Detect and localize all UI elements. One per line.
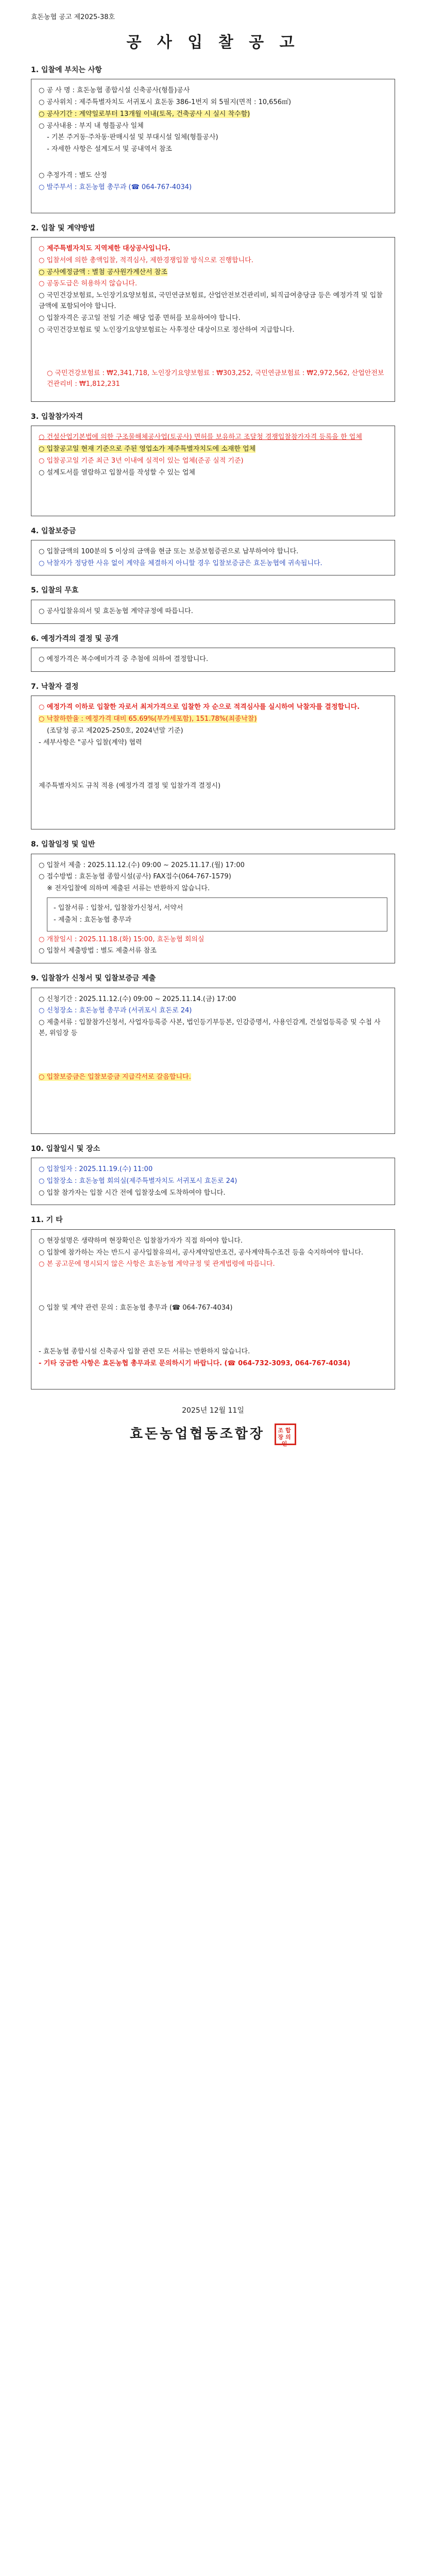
winner-determination: ○ 예정가격 이하로 입찰한 자로서 최저가격으로 입찰한 자 순으로 적격심사를 실시하여 낙찰자를 결정합니다.	[39, 703, 360, 711]
notice-number: 효돈농협 공고 제2025-38호	[31, 13, 115, 21]
opening-datetime: ○ 개찰일시 : 2025.11.18.(화) 15:00, 효돈농협 회의실	[39, 935, 205, 943]
documents-list: - 입찰서류 : 입찰서, 입찰참가신청서, 서약서	[54, 904, 183, 912]
organization-name: 효돈농업협동조합장	[129, 1426, 265, 1442]
submission-rule: ○ 입찰서 제출방법 : 별도 제출서류 참조	[39, 947, 157, 955]
application-period: ○ 신청기간 : 2025.11.12.(수) 09:00 ~ 2025.11.14.(금) 17:00	[39, 995, 236, 1003]
organization-signature	[31, 1423, 395, 1445]
closing-contact: - 기타 궁금한 사항은 효돈농협 총무과로 문의하시기 바랍니다. (☎ 064-732-3093, 064-767-4034)	[39, 1359, 351, 1367]
section-9-box	[31, 988, 395, 1134]
section-9	[31, 973, 395, 1133]
lower-limit-rate: ○ 낙찰하한율 : 예정가격 대비 65.69%(부가세포함), 151.78%(최종낙찰)	[39, 715, 257, 723]
section-heading: 3. 입찰참가자격	[31, 412, 83, 421]
section-3-box	[31, 426, 395, 516]
section-8-box	[31, 854, 395, 964]
experience-requirement: ○ 입찰공고일 기준 최근 3년 이내에 실적이 있는 업체(준공 실적 기준)	[39, 456, 244, 465]
estimated-price: ○ 추정가격 : 별도 산정	[39, 171, 107, 179]
ordering-department: ○ 발주부서 : 효돈농협 총무과 (☎ 064-767-4034)	[39, 183, 192, 191]
deposit-rule: ○ 입찰금액의 100분의 5 이상의 금액을 현금 또는 보증보험증권으로 납부하여야 합니다.	[39, 547, 299, 555]
project-scope-detail: - 자세한 사항은 설계도서 및 공내역서 참조	[47, 145, 172, 154]
bid-place: ○ 입찰장소 : 효돈농협 회의실(제주특별자치도 서귀포시 효돈로 24)	[39, 1177, 237, 1185]
section-10	[31, 1143, 395, 1206]
invalid-bid-rule: ○ 공사입찰유의서 및 효돈농협 계약규정에 따릅니다.	[39, 607, 193, 615]
bid-date: ○ 입찰일자 : 2025.11.19.(수) 11:00	[39, 1165, 153, 1173]
section-10-box	[31, 1158, 395, 1205]
notice-date: 2025년 12월 11일	[182, 1406, 244, 1415]
insurance-note: ○ 국민건강보험료, 노인장기요양보험료, 국민연금보험료, 산업안전보건관리비, 퇴직급여충당금 등은 예정가격 및 입찰금액에 포함되어야 합니다.	[39, 292, 383, 310]
section-7	[31, 681, 395, 829]
section-4	[31, 526, 395, 576]
section-heading: 5. 입찰의 무효	[31, 586, 79, 595]
project-name: ○ 공 사 명 : 효돈농협 종합시설 신축공사(형틀)공사	[39, 87, 190, 95]
lower-limit-reference: (조달청 공고 제2025-250호, 2024년말 기준)	[47, 726, 183, 735]
application-place: ○ 신청장소 : 효돈농협 총무과 (서귀포시 효돈로 24)	[39, 1007, 192, 1015]
section-7-box	[31, 696, 395, 829]
section-heading: 1. 입찰에 부치는 사항	[31, 65, 102, 74]
documents-box	[47, 897, 387, 931]
project-scope-detail: - 기본 주거동·주차동·판매시설 및 부대시설 일체(형틀공사)	[47, 133, 218, 142]
submission-period: ○ 입찰서 제출 : 2025.11.12.(수) 09:00 ~ 2025.11.17.(월) 17:00	[39, 861, 245, 869]
rule-note: 제주특별자치도 규칙 적용 (예정가격 결정 및 입찰가격 결정시)	[39, 782, 221, 790]
section-heading: 6. 예정가격의 결정 및 공개	[31, 634, 118, 643]
conditions-note: ○ 입찰에 참가하는 자는 반드시 공사입찰유의서, 공사계약일반조건, 공사계약특수조건 등을 숙지하여야 합니다.	[39, 1248, 364, 1257]
regional-restriction: ○ 제주특별자치도 지역제한 대상공사입니다.	[39, 244, 171, 252]
project-scope: ○ 공사내용 : 부지 내 형틀공사 일체	[39, 122, 144, 130]
section-heading: 2. 입찰 및 계약방법	[31, 224, 95, 232]
insurance-amounts: ○ 국민건강보험료 : ₩2,341,718, 노인장기요양보험료 : ₩303,252, 국민연금보험료 : ₩2,972,562, 산업안전보건관리비 : ₩1,812,231	[47, 369, 384, 388]
section-1-box	[31, 79, 395, 213]
office-requirement: ○ 입찰공고일 현재 기준으로 주된 영업소가 제주특별자치도에 소재한 업체	[39, 445, 256, 453]
section-6-box	[31, 648, 395, 672]
submission-method: ○ 접수방법 : 효돈농협 종합시설(공사) FAX접수(064-767-1579)	[39, 873, 231, 881]
section-5-box	[31, 600, 395, 624]
deposit-substitute: ○ 입찰보증금은 입찰보증금 지급각서로 갈음합니다.	[39, 1073, 191, 1081]
section-heading: 7. 낙찰자 결정	[31, 682, 79, 691]
submission-note: ※ 전자입찰에 의하며 제출된 서류는 반환하지 않습니다.	[47, 885, 210, 893]
qualification-note: ○ 입찰자격은 공고일 전일 기준 해당 업종 면허를 보유하여야 합니다.	[39, 314, 241, 322]
section-8	[31, 839, 395, 963]
section-heading: 9. 입찰참가 신청서 및 입찰보증금 제출	[31, 974, 156, 983]
detail-note: - 세부사항은 "공사 입찰(계약) 협력	[39, 738, 142, 747]
regulation-note: ○ 본 공고문에 명시되지 않은 사항은 효돈농협 계약규정 및 관계법령에 따릅니다.	[39, 1260, 275, 1268]
bidding-method: ○ 입찰서에 의한 총액입찰, 적격심사, 제한경쟁입찰 방식으로 진행합니다.	[39, 256, 253, 264]
section-3	[31, 411, 395, 516]
contact-note: ○ 입찰 및 계약 관련 문의 : 효돈농협 총무과 (☎ 064-767-4034)	[39, 1304, 233, 1312]
design-review-requirement: ○ 설계도서를 열람하고 입찰서를 작성할 수 있는 업체	[39, 468, 195, 477]
deposit-forfeit: ○ 낙찰자가 정당한 사유 없이 계약을 체결하지 아니할 경우 입찰보증금은 효돈농협에 귀속됩니다.	[39, 559, 322, 567]
site-visit-note: ○ 현장설명은 생략하며 현장확인은 입찰참가자가 직접 하여야 합니다.	[39, 1236, 243, 1245]
section-4-box	[31, 540, 395, 576]
project-location: ○ 공사위치 : 제주특별자치도 서귀포시 효돈동 386-1번지 외 5필지(면적 : 10,656㎡)	[39, 98, 292, 106]
section-6	[31, 633, 395, 672]
section-5	[31, 585, 395, 623]
section-1	[31, 64, 395, 213]
section-heading: 4. 입찰보증금	[31, 527, 76, 535]
joint-contract: ○ 공동도급은 허용하지 않습니다.	[39, 280, 138, 288]
document-title: 공 사 입 찰 공 고	[126, 33, 300, 52]
price-determination: ○ 예정가격은 복수예비가격 중 추첨에 의하여 결정합니다.	[39, 655, 209, 664]
license-requirement: ○ 건설산업기본법에 의한 구조물해체공사업(토공사) 면허를 보유하고 조달청 경쟁입찰참가자격 등록을 한 업체	[39, 433, 362, 442]
section-11-box	[31, 1229, 395, 1389]
section-heading: 10. 입찰일시 및 장소	[31, 1144, 100, 1153]
section-11	[31, 1214, 395, 1389]
application-documents: ○ 제출서류 : 입찰참가신청서, 사업자등록증 사본, 법인등기부등본, 인감증명서, 사용인감계, 건설업등록증 및 수첩 사본, 위임장 등	[39, 1019, 381, 1037]
official-seal-icon: 조합장의인	[275, 1423, 296, 1445]
documents-destination: - 제출처 : 효돈농협 총무과	[54, 916, 132, 924]
section-2-box	[31, 237, 395, 402]
section-2	[31, 223, 395, 402]
closing-note: - 효돈농협 종합시설 신축공사 입찰 관련 모든 서류는 반환하지 않습니다.	[39, 1347, 250, 1355]
project-period: ○ 공사기간 : 계약일로부터 13개월 이내(토목, 건축공사 시 실시 착수함)	[39, 110, 250, 118]
settlement-note: ○ 국민건강보험료 및 노인장기요양보험료는 사후정산 대상이므로 정산하여 지급합니다.	[39, 326, 295, 334]
planned-price: ○ 공사예정금액 : 별첨 공사원가계산서 참조	[39, 268, 167, 276]
bid-arrival-note: ○ 입찰 참가자는 입찰 시간 전에 입찰장소에 도착하여야 합니다.	[39, 1189, 226, 1197]
section-heading: 11. 기 타	[31, 1216, 63, 1225]
section-heading: 8. 입찰일정 및 일반	[31, 840, 95, 849]
